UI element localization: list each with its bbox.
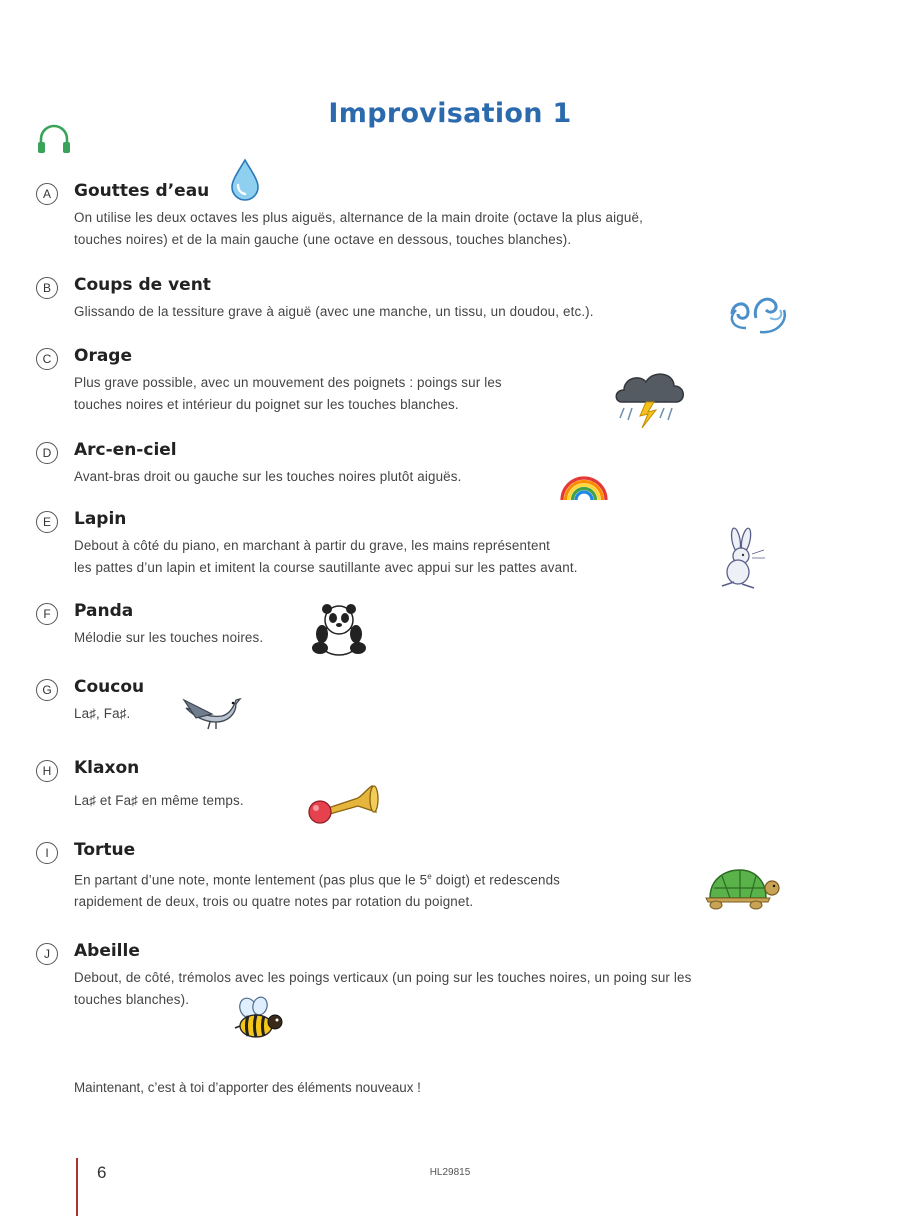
item-description: Plus grave possible, avec un mouvement des poignets : poings sur les touches noires et intérieur du poignet sur les touches blanches. [74, 375, 502, 412]
item-title: Coups de vent [74, 275, 211, 295]
item-description: Debout à côté du piano, en marchant à partir du grave, les mains représentent les pattes d’un lapin et imitent la course sautillante avec appui sur les pattes avant. [74, 538, 578, 575]
letter-badge: C [36, 348, 58, 370]
item-description: Mélodie sur les touches noires. [74, 630, 264, 645]
item-description: Avant-bras droit ou gauche sur les touches noires plutôt aiguës. [74, 469, 462, 484]
item-description: On utilise les deux octaves les plus aiguës, alternance de la main droite (octave la plus aiguë, touches noires) et de la main gauche (une octave en dessous, touches blanches). [74, 210, 643, 247]
panda-icon [308, 602, 370, 658]
wind-icon [726, 288, 790, 338]
page-title: Improvisation 1 [328, 98, 572, 129]
letter-badge: F [36, 603, 58, 625]
item-title: Gouttes d’eau [74, 181, 210, 201]
item-description: Debout, de côté, trémolos avec les poings verticaux (un poing sur les touches noires, un poing sur les touches blanches). [74, 970, 692, 1007]
bird-icon [182, 692, 242, 732]
item-description: La♯, Fa♯. [74, 706, 131, 721]
horn-icon [306, 782, 380, 826]
item-title: Klaxon [74, 758, 140, 778]
page-number: 6 [97, 1163, 107, 1182]
letter-badge: D [36, 442, 58, 464]
catalog-reference: HL29815 [429, 1167, 471, 1178]
rainbow-icon [558, 460, 610, 502]
item-title: Arc-en-ciel [74, 440, 177, 460]
item-title: Orage [74, 346, 133, 366]
item-title: Panda [74, 601, 134, 621]
bee-icon [232, 996, 286, 1044]
item-title: Lapin [74, 509, 127, 529]
item-title: Tortue [74, 840, 136, 860]
letter-badge: E [36, 511, 58, 533]
item-description: En partant d’une note, monte lentement (pas plus que le 5e doigt) et redescends rapidement de deux, trois ou quatre notes par rotation du poignet. [74, 872, 561, 910]
letter-badge: H [36, 760, 58, 782]
item-title: Coucou [74, 677, 145, 697]
water-drop-icon [228, 158, 262, 202]
item-title: Abeille [74, 941, 140, 961]
headphones-icon [36, 124, 72, 156]
letter-badge: J [36, 943, 58, 965]
letter-badge: G [36, 679, 58, 701]
closing-text: Maintenant, c’est à toi d’apporter des éléments nouveaux ! [74, 1080, 421, 1095]
letter-badge: A [36, 183, 58, 205]
turtle-icon [700, 862, 780, 912]
letter-badge: B [36, 277, 58, 299]
storm-cloud-icon [612, 366, 688, 432]
item-description: La♯ et Fa♯ en même temps. [74, 793, 244, 808]
item-description: Glissando de la tessiture grave à aiguë (avec une manche, un tissu, un doudou, etc.). [74, 304, 594, 319]
rabbit-icon [712, 526, 768, 592]
letter-badge: I [36, 842, 58, 864]
